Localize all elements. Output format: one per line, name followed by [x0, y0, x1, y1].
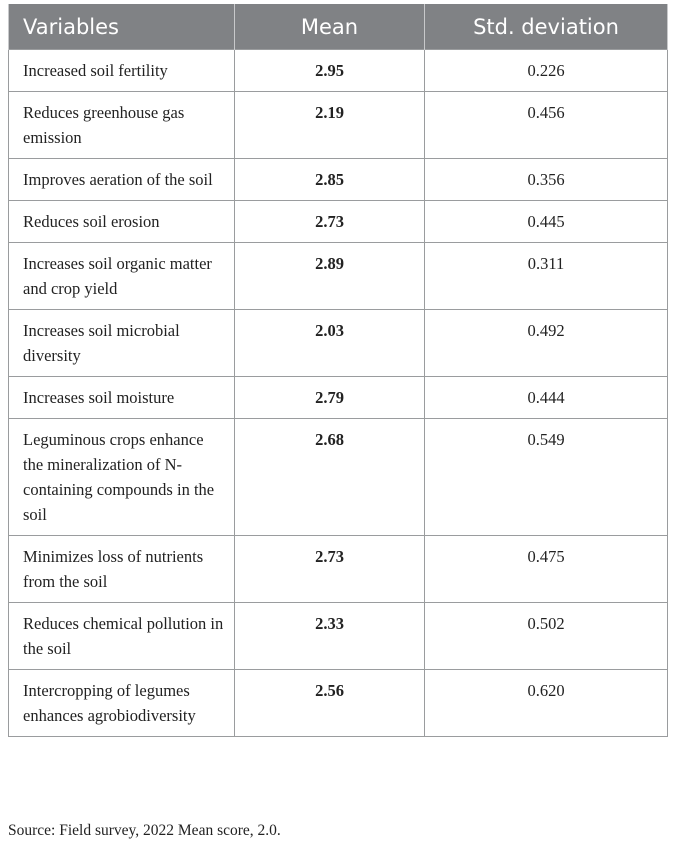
mean-cell: 2.68 — [235, 419, 425, 536]
table-row — [9, 310, 668, 377]
mean-cell: 2.19 — [235, 92, 425, 159]
variable-cell: Minimizes loss of nutrients from the soil — [9, 536, 235, 603]
variable-cell: Increases soil organic matter and crop yield — [9, 243, 235, 310]
table-row — [9, 159, 668, 201]
sd-cell: 0.475 — [425, 536, 668, 603]
mean-cell: 2.03 — [235, 310, 425, 377]
sd-cell: 0.356 — [425, 159, 668, 201]
mean-cell: 2.73 — [235, 201, 425, 243]
table-row — [9, 603, 668, 670]
table-row — [9, 50, 668, 92]
variable-cell: Reduces soil erosion — [9, 201, 235, 243]
variable-cell: Reduces chemical pollution in the soil — [9, 603, 235, 670]
header-variables: Variables — [9, 4, 235, 50]
variable-cell: Leguminous crops enhance the mineralization of N-containing compounds in the soil — [9, 419, 235, 536]
variable-cell: Reduces greenhouse gas emission — [9, 92, 235, 159]
data-table — [8, 4, 668, 737]
sd-cell: 0.456 — [425, 92, 668, 159]
variable-cell: Increases soil microbial diversity — [9, 310, 235, 377]
variable-cell: Intercropping of legumes enhances agrobiodiversity — [9, 670, 235, 737]
table-row — [9, 419, 668, 536]
table-row — [9, 377, 668, 419]
sd-cell: 0.226 — [425, 50, 668, 92]
sd-cell: 0.492 — [425, 310, 668, 377]
mean-cell: 2.79 — [235, 377, 425, 419]
sd-cell: 0.620 — [425, 670, 668, 737]
variable-cell: Increases soil moisture — [9, 377, 235, 419]
mean-cell: 2.56 — [235, 670, 425, 737]
table-footnote: Source: Field survey, 2022 Mean score, 2.0. — [8, 822, 281, 839]
header-std-deviation: Std. deviation — [425, 4, 668, 50]
sd-cell: 0.445 — [425, 201, 668, 243]
table-row — [9, 243, 668, 310]
table-row — [9, 201, 668, 243]
mean-cell: 2.89 — [235, 243, 425, 310]
mean-cell: 2.85 — [235, 159, 425, 201]
sd-cell: 0.549 — [425, 419, 668, 536]
sd-cell: 0.502 — [425, 603, 668, 670]
header-mean: Mean — [235, 4, 425, 50]
variable-cell: Improves aeration of the soil — [9, 159, 235, 201]
variable-cell: Increased soil fertility — [9, 50, 235, 92]
table-row — [9, 92, 668, 159]
sd-cell: 0.444 — [425, 377, 668, 419]
mean-cell: 2.73 — [235, 536, 425, 603]
table-row — [9, 536, 668, 603]
table-row — [9, 670, 668, 737]
sd-cell: 0.311 — [425, 243, 668, 310]
mean-cell: 2.33 — [235, 603, 425, 670]
mean-cell: 2.95 — [235, 50, 425, 92]
table-header-row — [9, 4, 668, 50]
